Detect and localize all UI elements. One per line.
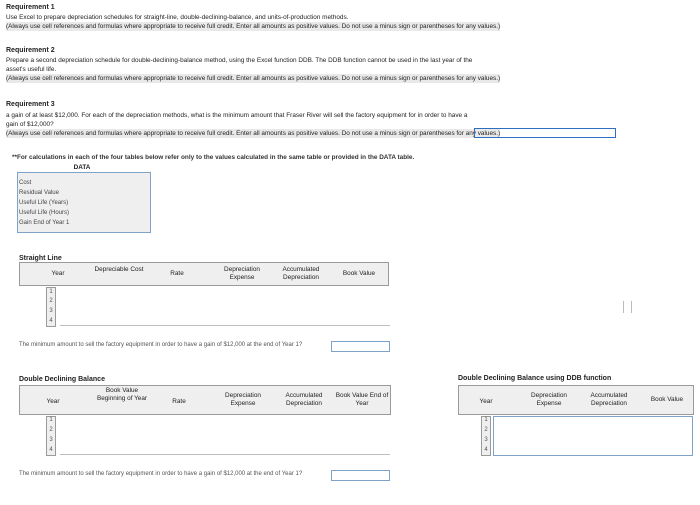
ddb-year-2: 2 bbox=[49, 427, 53, 433]
ddb-year-1: 1 bbox=[49, 417, 53, 423]
ddb-bottom-rule bbox=[60, 454, 390, 455]
sl-year-3: 3 bbox=[49, 308, 53, 314]
ddb-col-bv-begin: Book Value Beginning of Year bbox=[96, 387, 148, 402]
ddb-func-year-1: 1 bbox=[484, 417, 488, 423]
req2-line3: (Always use cell references and formulas where appropriate to receive full credit. Enter all amounts as positive values. Do not use a minus sign or parentheses for any values.) bbox=[6, 75, 501, 82]
ddb-func-year-3: 3 bbox=[484, 437, 488, 443]
sl-bottom-rule bbox=[60, 325, 390, 326]
data-table-labels bbox=[19, 178, 69, 228]
text-selection-box[interactable] bbox=[474, 128, 616, 138]
straight-line-title: Straight Line bbox=[19, 255, 62, 262]
req2-line2: asset's useful life. bbox=[6, 66, 57, 73]
req1-line1: Use Excel to prepare depreciation schedules for straight-line, double-declining-balance, and units-of-production methods. bbox=[6, 14, 349, 21]
sl-col-year: Year bbox=[51, 270, 65, 277]
req3-line3: (Always use cell references and formulas where appropriate to receive full credit. Enter all amounts as positive values. Do not use a minus sign or parentheses for any values.) bbox=[6, 130, 501, 137]
ddb-func-col-accum: Accumulated Depreciation bbox=[590, 392, 628, 407]
ddb-col-year: Year bbox=[46, 398, 60, 405]
sl-year-2: 2 bbox=[49, 298, 53, 304]
ddb-col-rate: Rate bbox=[172, 398, 186, 405]
sl-min-amount-question: The minimum amount to sell the factory equipment in order to have a gain of $12,000 at the end of Year 1? bbox=[19, 342, 303, 348]
req1-title: Requirement 1 bbox=[6, 4, 55, 11]
sl-col-exp: Depreciation Expense bbox=[224, 266, 260, 281]
sl-year-1: 1 bbox=[49, 289, 53, 295]
req1-line2: (Always use cell references and formulas where appropriate to receive full credit. Enter all amounts as positive values. Do not use a minus sign or parentheses for any values.) bbox=[6, 23, 501, 30]
sl-col-book: Book Value bbox=[342, 270, 376, 277]
data-row-residual: Residual Value bbox=[19, 190, 59, 196]
sl-col-accum: Accumulated Depreciation bbox=[282, 266, 320, 281]
ddb-year-3: 3 bbox=[49, 437, 53, 443]
ddb-min-amount-question: The minimum amount to sell the factory equipment in order to have a gain of $12,000 at the end of Year 1? bbox=[19, 471, 303, 477]
ddb-func-col-exp: Depreciation Expense bbox=[531, 392, 567, 407]
sl-col-rate: Rate bbox=[170, 270, 184, 277]
ddb-func-year-4: 4 bbox=[484, 447, 488, 453]
req2-line1: Prepare a second depreciation schedule for double-declining-balance method, using the Excel function DDB. The DDB function cannot be used in the last year of the bbox=[6, 57, 473, 64]
req3-line2: gain of $12,000? bbox=[6, 121, 54, 128]
ddb-func-col-book: Book Value bbox=[650, 396, 684, 403]
ddb-func-title: Double Declining Balance using DDB function bbox=[458, 375, 612, 382]
ddb-col-exp: Depreciation Expense bbox=[225, 392, 261, 407]
data-row-cost: Cost bbox=[19, 180, 32, 186]
ddb-year-4: 4 bbox=[49, 447, 53, 453]
sl-min-amount-input[interactable] bbox=[331, 341, 390, 352]
ddb-func-input-area[interactable] bbox=[493, 416, 693, 456]
req3-line1: a gain of at least $12,000. For each of the depreciation methods, what is the minimum amount that Fraser River will sell the factory equipment for in order to have a bbox=[6, 112, 468, 119]
ddb-col-accum: Accumulated Depreciation bbox=[285, 392, 323, 407]
resize-handle-icon bbox=[623, 301, 632, 313]
req2-title: Requirement 2 bbox=[6, 47, 55, 54]
data-table-title: DATA bbox=[73, 164, 91, 171]
ddb-col-bv-end: Book Value End of Year bbox=[335, 392, 389, 407]
ddb-title: Double Declining Balance bbox=[19, 376, 105, 383]
ddb-func-col-year: Year bbox=[479, 398, 493, 405]
calc-note: **For calculations in each of the four tables below refer only to the values calculated in the same table or provided in the DATA table. bbox=[12, 154, 415, 161]
req3-title: Requirement 3 bbox=[6, 101, 55, 108]
sl-col-cost: Depreciable Cost bbox=[94, 266, 144, 273]
data-row-gain: Gain End of Year 1 bbox=[19, 220, 70, 226]
sl-year-4: 4 bbox=[49, 318, 53, 324]
ddb-min-amount-input[interactable] bbox=[331, 470, 390, 481]
data-row-life-hours: Useful Life (Hours) bbox=[19, 210, 70, 216]
ddb-func-year-2: 2 bbox=[484, 427, 488, 433]
data-row-life-years: Useful Life (Years) bbox=[19, 200, 69, 206]
